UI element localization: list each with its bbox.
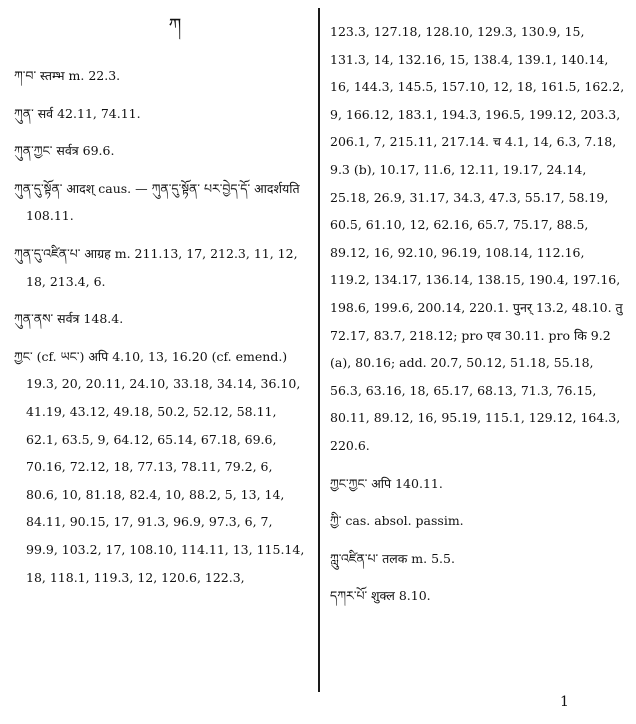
dictionary-entry: ཀུན་ सर्व 42.11, 74.11. (14, 105, 141, 121)
dictionary-entry: ཀུན་ནས་ सर्वत्र 148.4. (14, 311, 124, 327)
dictionary-entry: ཀྱང་ (cf. ཡང་) अपि 4.10, 13, 16.20 (cf. emend.) 19.3, 20, 20.11, 24.10, 33.18, 34.14, 36.10, 41.19, 43.12, 49.18, 50.2, 52.12, 58.11, 62.1, 63.5, 9, 64.12, 65.14, 67.18, 69.6, 70.16, 72.12, 18, 77.13, 78.11, 79.2, 6, 80.6, 10, 81.18, 82.4, 10, 88.2, 5, 13, 14, 84.11, 90.15, 17, 91.3, 96.9, 97.3, 6, 7, 99.9, 103.2, 17, 108.10, 114.11, 13, 115.14, 18, 118.1, 119.3, 12, 120.6, 122.3, (14, 348, 305, 585)
right-column (330, 18, 628, 610)
dictionary-entry: ཀུན་ཀྱང་ सर्वत्र 69.6. (14, 143, 115, 159)
dictionary-entry: དཀར་པོ་ शुक्ल 8.10. (330, 588, 431, 604)
dictionary-entry: ཀླུ་འཛིན་པ་ तलक m. 5.5. (330, 550, 455, 566)
dictionary-entry: ཀུན་དུ་སྟོན་ आदश् caus. — ཀུན་དུ་སྟོན་ པར་བྱེད་དོ་ आदर्शयति 108.11. (14, 180, 300, 224)
dictionary-entry: ཀྱི་ cas. absol. passim. (330, 513, 464, 529)
left-column (14, 62, 308, 591)
dictionary-entry: ཀུན་དུ་འཛིན་པ་ आग्रह m. 211.13, 17, 212.3, 11, 12, 18, 213.4, 6. (14, 245, 298, 289)
column-divider (318, 8, 320, 692)
dictionary-entry: ཀྱང་ཀྱང་ अपि 140.11. (330, 475, 443, 491)
section-letter-heading: ཀ (168, 15, 182, 36)
dictionary-entry-continued: 123.3, 127.18, 128.10, 129.3, 130.9, 15, 131.3, 14, 132.16, 15, 138.4, 139.1, 140.14, 16, 144.3, 145.5, 157.10, 12, 18, 161.5, 162.2, 9, 166.12, 183.1, 194.3, 196.5, 199.12, 203.3, 206.1, 7, 215.11, 217.14. च 4.1, 14, 6.3, 7.18, 9.3 (b), 10.17, 11.6, 12.11, 19.17, 24.14, 25.18, 26.9, 31.17, 34.3, 47.3, 55.17, 58.19, 60.5, 61.10, 12, 62.16, 65.7, 75.17, 88.5, 89.12, 16, 92.10, 96.19, 108.14, 112.16, 119.2, 134.17, 136.14, 138.15, 190.4, 197.16, 198.6, 199.6, 200.14, 220.1. पुनर् 13.2, 48.10. तु 72.17, 83.7, 218.12; pro एव 30.11. pro कि 9.2 (a), 80.16; add. 20.7, 50.12, 51.18, 55.18, 56.3, 63.16, 18, 65.17, 68.13, 71.3, 76.15, 80.11, 89.12, 16, 95.19, 115.1, 129.12, 164.3, 220.6. (330, 24, 625, 453)
dictionary-entry: ཀ་བ་ स्तम्भ m. 22.3. (14, 68, 121, 83)
page-number: 1 (560, 694, 569, 710)
